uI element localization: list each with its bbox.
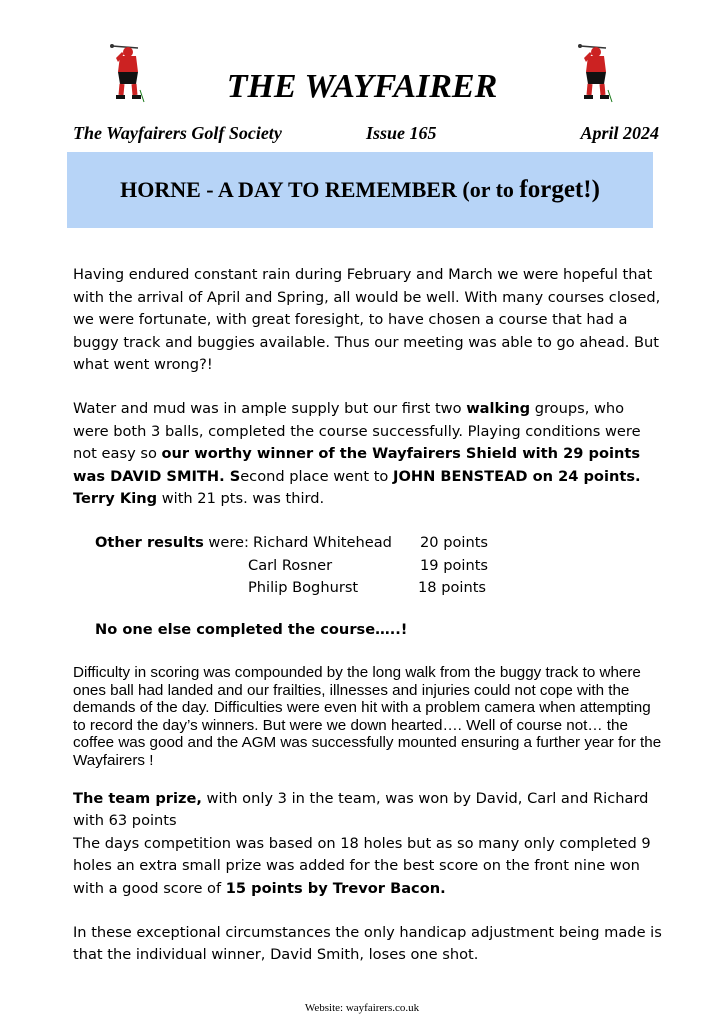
headline-main: HORNE - A DAY TO REMEMBER: [120, 177, 457, 202]
text-run: groups, who were both 3 balls, completed the course successfully. Playing conditions were not easy so: [73, 400, 641, 463]
front-nine-text: The days competition was based on 18 holes but as so many only completed 9 holes an extra small prize was added for the best score on the front nine won with a good score of: [73, 834, 651, 897]
headline-big: forget!): [519, 176, 600, 203]
front-nine-winner: 15 points by Trevor Bacon.: [225, 879, 446, 897]
headline-paren: (or to: [456, 177, 520, 202]
subhead: [73, 123, 659, 145]
team-prize-label: The team prize,: [73, 790, 202, 807]
winner-text: our worthy winner of the Wayfairers Shield with 29 points was DAVID SMITH. S: [73, 445, 641, 485]
paragraph-handicap: In these exceptional circumstances the only handicap adjustment being made is that the individual winner, David Smith, loses one shot.: [73, 924, 662, 964]
paragraph-difficulty: Difficulty in scoring was compounded by the long walk from the buggy track to where ones ball had landed and our frailties, illnesses and injuries could not cope with the demands of the day. Difficulties were even hit with a problem camera when attempting to record the day’s winners. But were we down hearted…. Well of course not… the coffee was good and the AGM was successfully mounted ensuring a further year for the Wayfairers !: [73, 664, 662, 769]
text-bold: walking: [466, 400, 531, 417]
issue-date: April 2024: [580, 123, 659, 143]
player-points: 18 points: [418, 579, 487, 596]
player-points: 19 points: [420, 556, 489, 574]
society-name: The Wayfairers Golf Society: [73, 123, 282, 143]
text-run: with 21 pts. was third.: [157, 490, 325, 508]
paragraph-results-summary: [73, 398, 663, 511]
player-name: Philip Boghurst: [248, 579, 359, 596]
text-run: Water and mud was in ample supply but our first two: [73, 400, 467, 417]
results-label-bold: Other results: [95, 534, 204, 551]
player-name: Carl Rosner: [248, 556, 333, 574]
second-place-text: JOHN BENSTEAD on 24 points. Terry King: [73, 467, 641, 508]
team-prize-text: with only 3 in the team, was won by David, Carl and Richard with 63 points: [73, 790, 649, 830]
text-run: econd place went to: [240, 467, 394, 485]
player-name: Richard Whitehead: [253, 534, 392, 551]
player-points: 20 points: [420, 534, 489, 551]
paragraph-team-prize: [73, 788, 663, 900]
masthead-title: THE WAYFAIRER: [226, 68, 498, 105]
headline: [67, 176, 653, 204]
issue-number: Issue 165: [366, 123, 437, 143]
headline-banner: [67, 152, 653, 228]
results-label-rest: were:: [203, 534, 249, 551]
paragraph-intro: Having endured constant rain during February and March we were hopeful that with the arrival of April and Spring, all would be well. With many courses closed, we were fortunate, with great foresight, to have chosen a course that had a buggy track and buggies available. Thus our meeting was able to go ahead. But what went wrong?!: [73, 266, 661, 374]
results-label: [95, 532, 249, 555]
no-one-else-note: No one else completed the course…..!: [95, 621, 408, 638]
footer-website: Website: wayfairers.co.uk: [304, 1002, 420, 1014]
